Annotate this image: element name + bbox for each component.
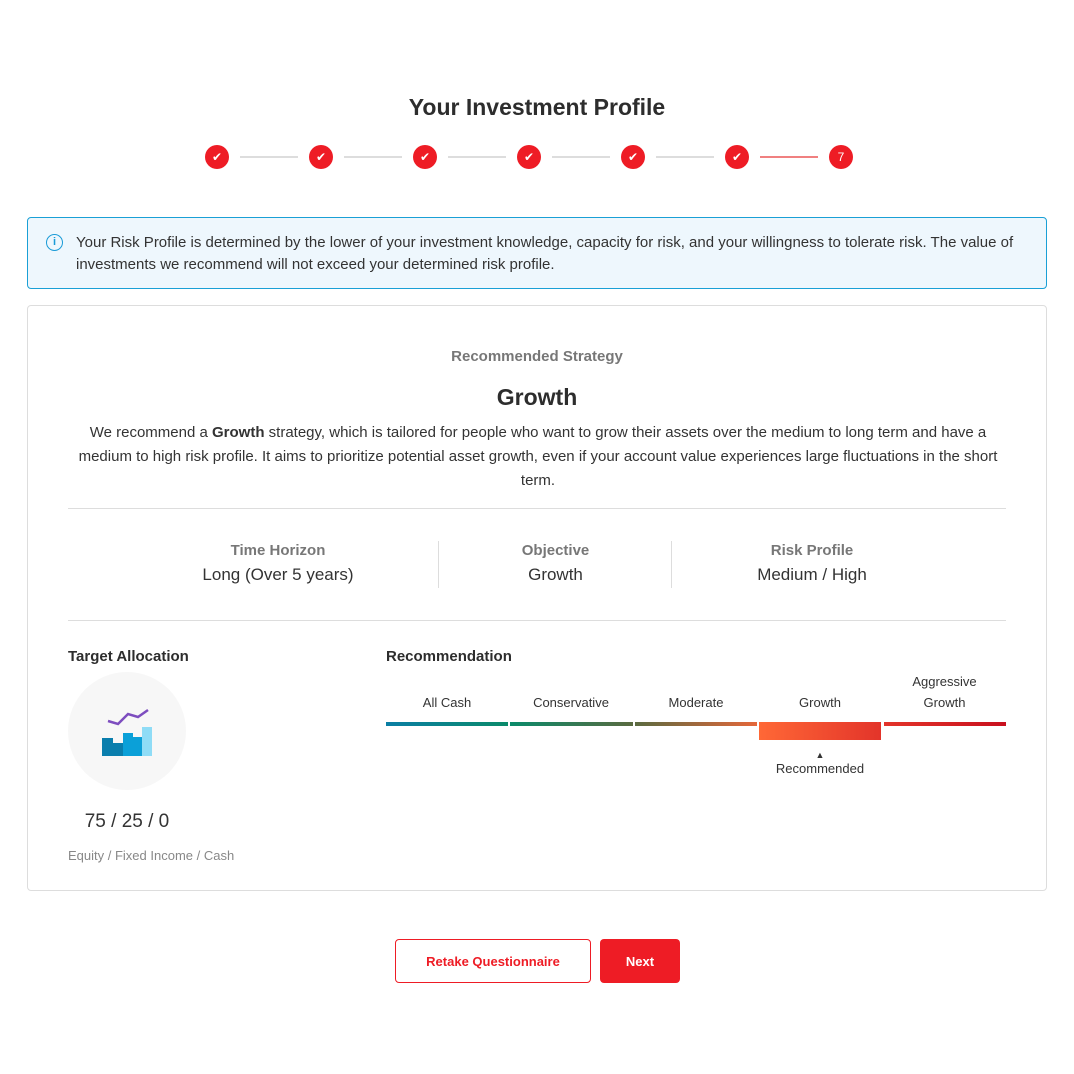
level-label: All Cash <box>422 695 472 710</box>
card-subtitle: Recommended Strategy <box>451 348 623 365</box>
level-moderate <box>635 671 757 713</box>
bar-moderate <box>635 722 757 726</box>
stat-label: Risk Profile <box>770 542 854 559</box>
level-label: Growth <box>799 695 841 710</box>
info-text: Your Risk Profile is determined by the lower of your investment knowledge, capacity for risk, and your willingness to tolerate risk. The value of investments we recommend will not exceed your determined risk profile. <box>76 234 1014 273</box>
bar-conservative <box>510 722 633 726</box>
progress-stepper <box>205 145 853 169</box>
level-aggressive-growth <box>883 671 1006 713</box>
divider <box>671 541 672 588</box>
allocation-label: Equity / Fixed Income / Cash <box>68 848 235 863</box>
bar-all-cash <box>386 722 508 726</box>
step-4-complete-check-icon: ✔ <box>517 145 541 169</box>
step-5-complete-check-icon: ✔ <box>621 145 645 169</box>
stat-value: Long (Over 5 years) <box>202 565 354 584</box>
level-conservative <box>510 671 632 713</box>
step-connector <box>240 156 298 158</box>
step-connector <box>656 156 714 158</box>
level-all-cash <box>386 671 508 713</box>
step-1-complete-check-icon: ✔ <box>205 145 229 169</box>
level-growth <box>759 671 881 713</box>
step-current: 7 <box>829 145 853 169</box>
level-label: Moderate <box>668 695 724 710</box>
stat-risk-profile <box>688 542 936 585</box>
divider <box>438 541 439 588</box>
step-connector <box>760 156 818 158</box>
info-icon: i <box>46 234 63 251</box>
divider <box>68 508 1006 509</box>
stat-label: Objective <box>521 542 590 559</box>
allocation-value: 75 / 25 / 0 <box>84 811 170 832</box>
step-connector <box>448 156 506 158</box>
step-6-complete-check-icon: ✔ <box>725 145 749 169</box>
step-connector <box>552 156 610 158</box>
step-3-complete-check-icon: ✔ <box>413 145 437 169</box>
recommended-marker <box>759 749 881 776</box>
stat-label: Time Horizon <box>230 542 326 559</box>
level-label: Conservative <box>533 695 609 710</box>
stat-objective <box>448 542 663 585</box>
stat-value: Medium / High <box>757 565 867 584</box>
strategy-name: Growth <box>496 384 578 410</box>
step-connector <box>344 156 402 158</box>
desc-text: We recommend a <box>89 424 212 441</box>
triangle-up-icon: ▲ <box>815 750 825 760</box>
step-2-complete-check-icon: ✔ <box>309 145 333 169</box>
level-label: Aggressive Growth <box>912 674 977 710</box>
allocation-chart-icon <box>68 672 186 790</box>
next-button[interactable]: Next <box>600 939 680 983</box>
desc-bold: Growth <box>212 424 265 441</box>
target-allocation-title: Target Allocation <box>68 648 189 665</box>
strategy-description <box>68 421 1008 493</box>
retake-questionnaire-button[interactable]: Retake Questionnaire <box>395 939 591 983</box>
stat-value: Growth <box>528 565 583 584</box>
divider <box>68 620 1006 621</box>
bar-aggressive-growth <box>884 722 1006 726</box>
bar-growth-selected <box>759 722 881 740</box>
recommendation-title: Recommendation <box>386 648 512 665</box>
recommended-label: Recommended <box>775 761 865 776</box>
stat-time-horizon <box>158 542 398 585</box>
page-title: Your Investment Profile <box>408 94 666 120</box>
strategy-card <box>27 305 1047 891</box>
info-banner <box>27 217 1047 289</box>
desc-text: strategy, which is tailored for people who want to grow their assets over the medium to long term and have a medium to high risk profile. It aims to prioritize potential asset growth, even if your account value experiences large fluctuations in the short term. <box>78 424 998 489</box>
